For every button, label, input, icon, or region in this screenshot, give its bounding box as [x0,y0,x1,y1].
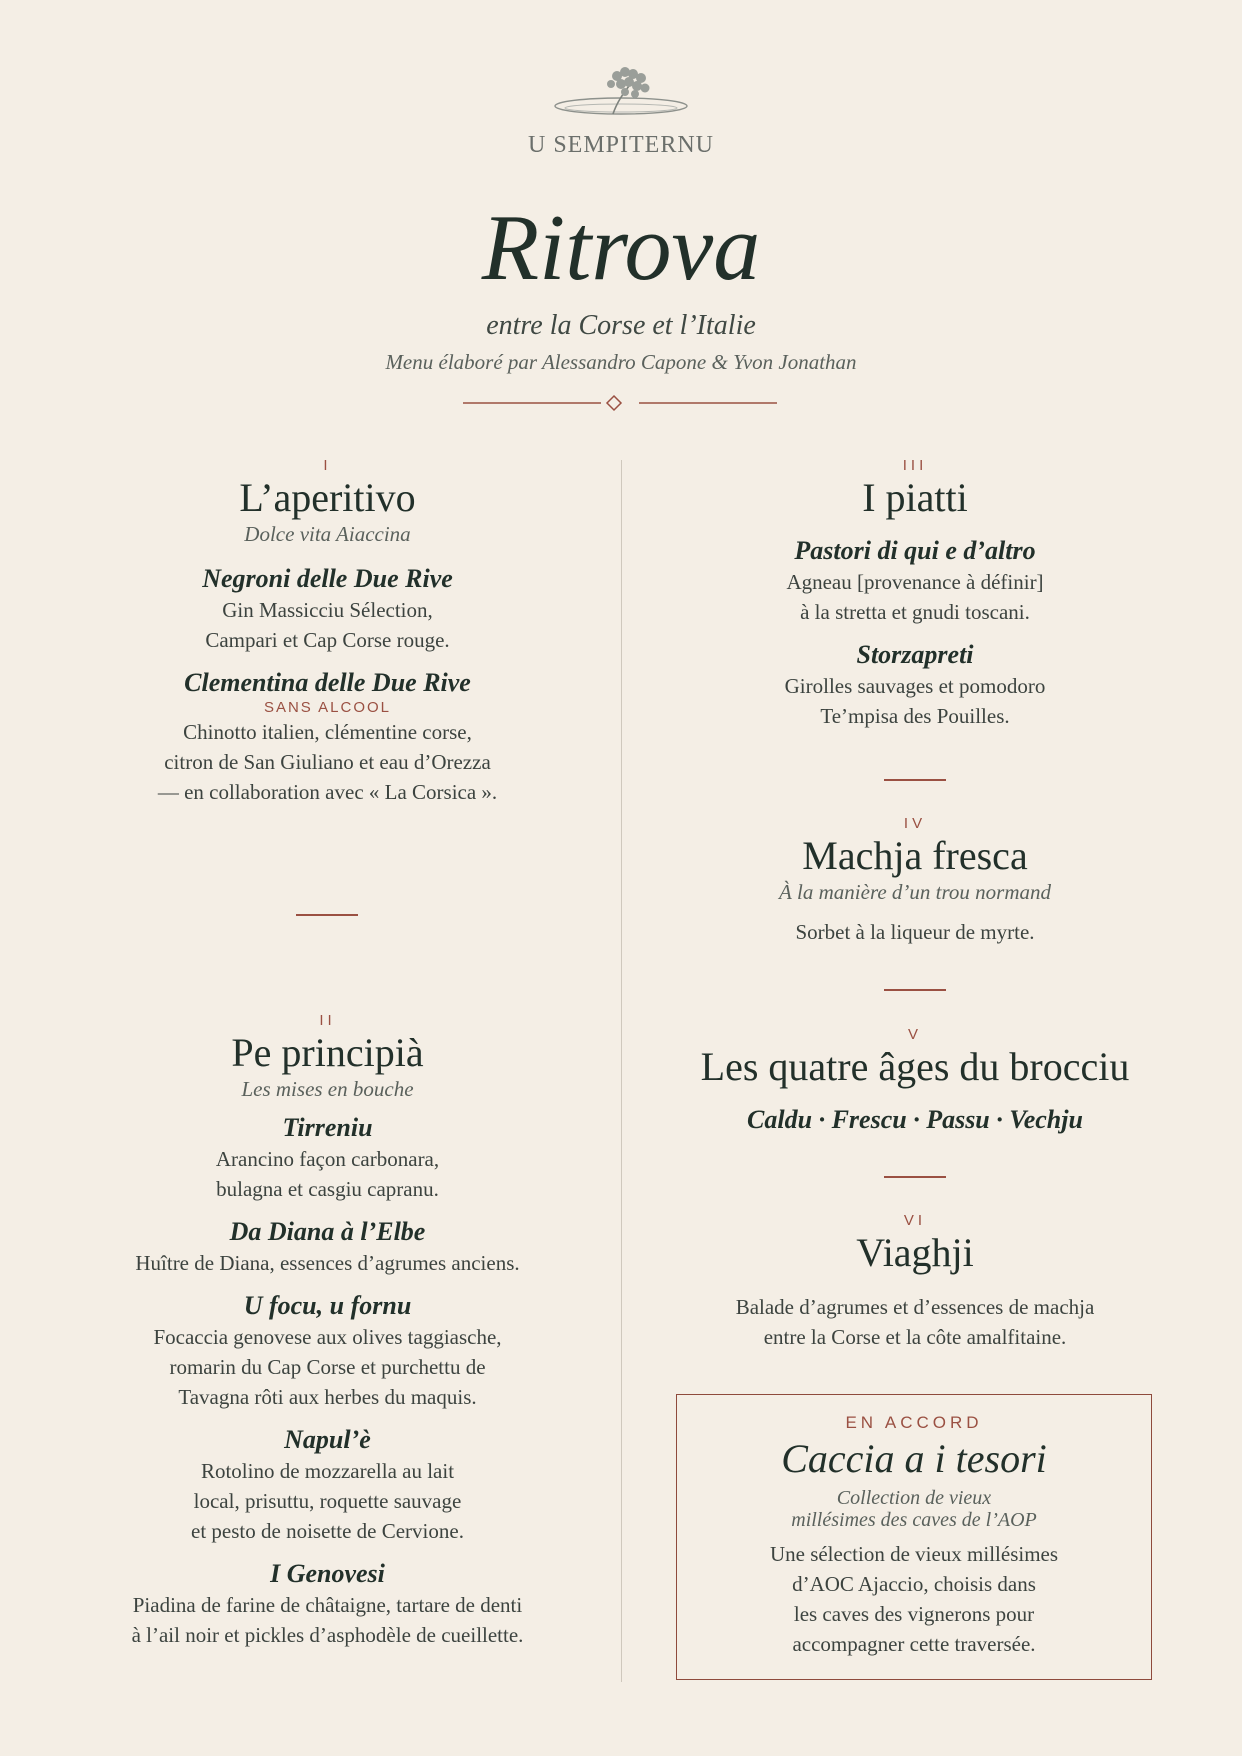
item-name: U focu, u fornu [243,1291,412,1320]
section-piatti [655,457,1175,731]
menu-subtitle: entre la Corse et l’Italie [486,310,756,341]
item-name: Pastori di qui e d’altro [794,536,1036,565]
menu-item [70,1290,585,1412]
menu-item [70,667,585,807]
section-title: Viaghji [856,1230,974,1275]
item-name: Da Diana à l’Elbe [229,1217,426,1246]
menu-title: Ritrova [481,196,761,300]
item-description: Balade d’agrumes et d’essences de machja entre la Corse et la côte amalfitaine. [735,1295,1095,1349]
item-description: Huître de Diana, essences d’agrumes anciens. [135,1251,520,1275]
item-name: Negroni delle Due Rive [202,564,453,593]
item-description: Rotolino de mozzarella au lait local, prisuttu, roquette sauvage et pesto de noisette de Cervione. [191,1459,464,1543]
section-title: L’aperitivo [239,475,416,520]
item-name: Storzapreti [856,640,974,669]
brocciu-ages: Caldu · Frescu · Passu · Vechju [747,1105,1083,1134]
menu-item [70,1424,585,1546]
section-rule [296,914,358,916]
section-subtitle: Dolce vita Aiaccina [244,522,411,546]
menu-item [70,1558,585,1650]
item-description: Agneau [provenance à définir] à la stretta et gnudi toscani. [786,570,1044,624]
section-rule [884,779,946,781]
section-subtitle: À la manière d’un trou normand [778,880,1051,904]
item-name: Tirreniu [282,1113,373,1142]
section-viaghji [655,1212,1175,1352]
wine-pairing-box [676,1394,1152,1680]
item-name: Napul’è [284,1425,371,1454]
diamond-divider [463,393,779,413]
section-title: I piatti [862,475,968,520]
section-title: Les quatre âges du brocciu [700,1044,1130,1089]
olive-branch-emblem [551,62,691,128]
section-rule [884,1176,946,1178]
pairing-tag: EN ACCORD [845,1413,983,1432]
menu-item [70,563,585,655]
item-name: Clementina delle Due Rive [184,668,471,697]
item-name: I Genovesi [270,1559,385,1588]
item-description: Piadina de farine de châtaigne, tartare de denti à l’ail noir et pickles d’asphodèle de cueillette. [131,1593,524,1647]
section-title: Pe principià [231,1030,424,1075]
section-rule [884,989,946,991]
item-description: Arancino façon carbonara, bulagna et casgiu capranu. [215,1147,440,1201]
section-numeral: V [907,1026,922,1043]
section-numeral: I [323,457,332,474]
section-brocciu [655,1026,1175,1136]
item-description: Focaccia genovese aux olives taggiasche, romarin du Cap Corse et purchettu de Tavagna rôti aux herbes du maquis. [153,1325,502,1409]
section-principia [70,1012,585,1650]
section-aperitivo [70,457,585,807]
restaurant-logo [0,62,1242,159]
column-divider [621,460,622,1682]
item-description: Girolles sauvages et pomodoro Te’mpisa des Pouilles. [784,674,1046,728]
non-alcoholic-tag: SANS ALCOOL [263,699,392,716]
section-numeral: IV [903,815,927,832]
menu-item [70,1216,585,1278]
menu-item [655,535,1175,627]
item-description: Gin Massicciu Sélection, Campari et Cap Corse rouge. [205,598,450,652]
section-machja [655,815,1175,947]
section-numeral: VI [903,1212,927,1229]
section-numeral: II [319,1012,336,1029]
pairing-subtitle: Collection de vieux millésimes des caves de l’AOP [791,1487,1037,1531]
item-description: Chinotto italien, clémentine corse, citron de San Giuliano et eau d’Orezza — en collaboration avec « La Corsica ». [157,720,498,804]
section-title: Machja fresca [802,833,1028,878]
logo-wordmark: U SEMPITERNU [527,132,714,158]
item-description: Sorbet à la liqueur de myrte. [795,920,1035,944]
section-subtitle: Les mises en bouche [241,1077,414,1101]
menu-item [70,1112,585,1204]
pairing-description: Une sélection de vieux millésimes d’AOC Ajaccio, choisis dans les caves des vignerons pour accompagner cette traversée. [769,1542,1059,1656]
chef-byline: Menu élaboré par Alessandro Capone & Yvon Jonathan [385,350,857,374]
section-numeral: III [902,457,928,474]
menu-item [655,639,1175,731]
pairing-title: Caccia a i tesori [781,1436,1047,1481]
